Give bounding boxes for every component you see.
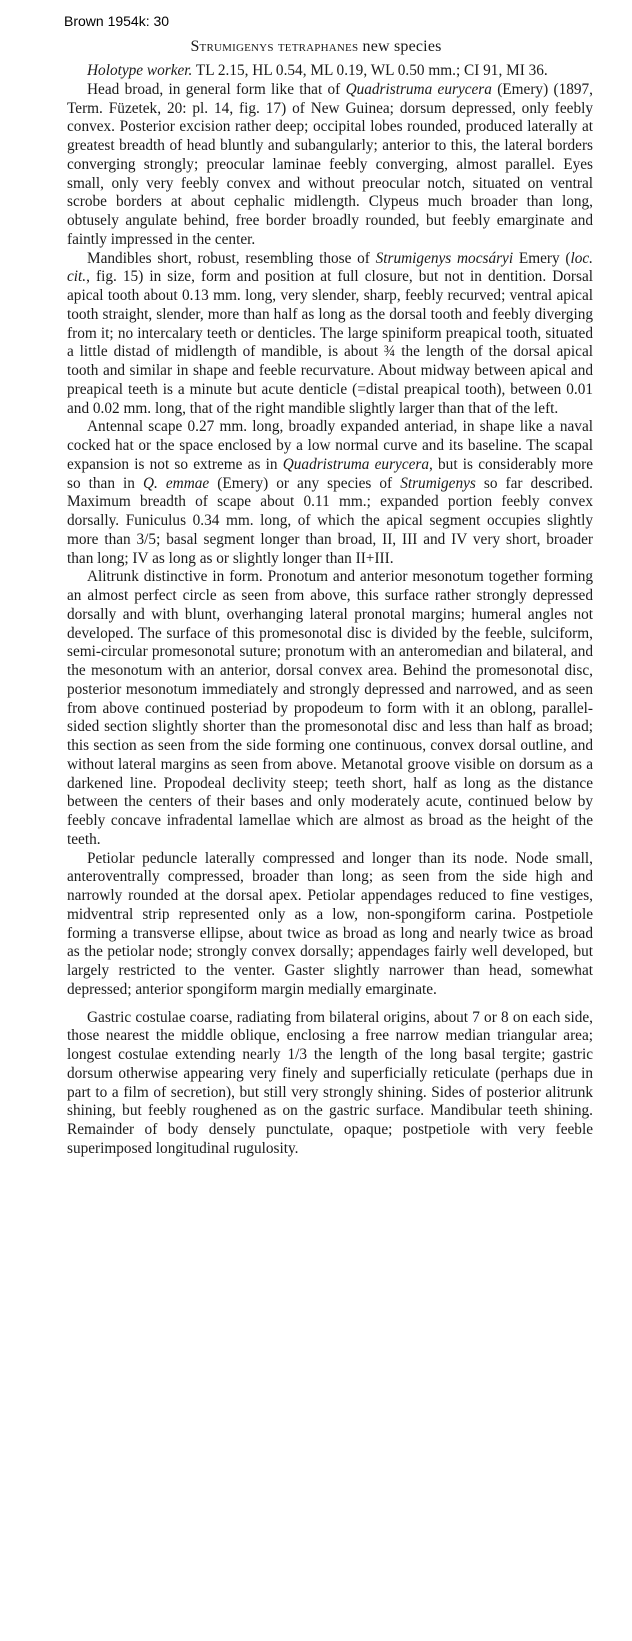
text-run: Antennal scape 0.27 mm. long, broadly expanded anteriad, in shape like a naval cocked hat or the space enclosed by a low normal curve and its baseline. The scapal expansion is not so extreme as in: [67, 418, 593, 473]
italic-term: Strumigenys: [400, 474, 476, 492]
italic-term: Quadristruma eurycera: [282, 455, 429, 473]
paragraph-petiole: [67, 850, 593, 1000]
text-run: Alitrunk distinctive in form. Pronotum and anterior mesonotum together forming an almost perfect circle as seen from above, this surface rather strongly depressed dorsally and with blunt, overhanging lateral pronotal margins; humeral angles not developed. The surface of this promesonotal disc is divided by the feeble, sulciform, semi-circular promesonotal suture; pronotum with an anteromedian and bilateral, and the mesonotum with an anterior, dorsal convex area. Behind the promesonotal disc, posterior mesonotum immediately and strongly depressed and narrowed, and as seen from above continued posteriad by propodeum to form with it an oblong, parallel-sided section slightly shorter than the promesonotal disc and less than half as broad; this section as seen from the side forming one continuous, convex dorsal outline, and without lateral margins as seen from above. Metanotal groove visible on dorsum as a darkened line. Propodeal declivity steep; teeth short, half as long as the distance between the centers of their bases and only moderately acute, continued below by feebly concave infradental lamellae which are almost as broad as the height of the teeth.: [67, 568, 593, 848]
text-run: (Emery) (1897, Term. Füzetek, 20: pl. 14, fig. 17) of New Guinea; dorsum depressed, only feebly convex. Posterior excision rather deep; occipital lobes rounded, produced laterally at greatest breadth of head bluntly and subangularly; anterior to this, the lateral borders converging strongly; preocular laminae feebly converging, almost parallel. Eyes small, only very feebly convex and without preocular notch, situated on ventral scrobe borders at about cephalic midlength. Clypeus much broader than long, obtusely angulate behind, free border broadly rounded, but feebly emarginate and faintly impressed in the center.: [67, 80, 593, 248]
text-run: Mandibles short, robust, resembling those of: [87, 249, 376, 267]
paragraph-head: [67, 81, 593, 250]
paragraph-sculpture: [67, 1009, 593, 1159]
text-run: so far described. Maximum breadth of scape about 0.11 mm.; expanded portion feebly convex dorsally. Funiculus 0.34 mm. long, of which the apical segment occupies slightly more than 3/5; basal segment longer than broad, II, III and IV very short, broader than long; IV as long as or slightly longer than II+III.: [67, 474, 593, 567]
paragraph-antenna: [67, 418, 593, 568]
species-status: new species: [362, 38, 442, 55]
text-run: Head broad, in general form like that of: [87, 80, 346, 98]
italic-term: loc. cit.: [67, 249, 593, 286]
text-run: , but is considerably more so than in: [67, 455, 593, 492]
text-run: Petiolar peduncle laterally compressed and longer than its node. Node small, anteroventrally compressed, broader than long; as seen from the side high and narrowly rounded at the dorsal apex. Petiolar appendages reduced to fine vestiges, midventral strip represented only as a low, non-spongiform carina. Postpetiole forming a transverse ellipse, about twice as broad as long and nearly twice as broad as the petiolar node; strongly convex dorsally; appendages fairly well developed, but largely restricted to the venter. Gaster slightly narrower than head, somewhat depressed; anterior spongiform margin medially emarginate.: [67, 849, 593, 998]
text-run: Emery (: [513, 249, 571, 267]
paragraph-alitrunk: [67, 568, 593, 849]
paragraph-holotype: [67, 62, 593, 81]
species-heading: [0, 38, 632, 56]
italic-term: Strumigenys mocsáryi: [375, 249, 514, 267]
italic-term: Q. emmae: [142, 474, 210, 492]
text-run: Gastric costulae coarse, radiating from bilateral origins, about 7 or 8 on each side, those nearest the middle oblique, enclosing a free narrow median triangular area; longest costulae extending nearly 1/3 the length of the long basal tergite; gastric dorsum otherwise appearing very finely and superficially reticulate (perhaps due in part to a film of secretion), but still very strongly shining. Sides of posterior alitrunk shining, but feebly roughened as on the gastric surface. Mandibular teeth shining. Remainder of body densely punctulate, opaque; postpetiole with very feeble superimposed longitudinal rugulosity.: [67, 1008, 593, 1157]
text-run: TL 2.15, HL 0.54, ML 0.19, WL 0.50 mm.; CI 91, MI 36.: [192, 62, 548, 79]
citation-label: Brown 1954k: 30: [64, 13, 170, 29]
text-run: (Emery) or any species of: [209, 474, 401, 492]
species-name: tetraphanes: [277, 38, 359, 55]
italic-term: Holotype worker.: [87, 62, 193, 79]
description-body: [67, 62, 593, 1159]
text-run: , fig. 15) in size, form and position at full closure, but not in dentition. Dorsal apical tooth about 0.13 mm. long, very slender, sharp, feebly recurved; ventral apical tooth straight, slender, more than half as long as the dorsal tooth and feebly diverging from it; no intercalary teeth or denticles. The large spiniform preapical tooth, situated a little distad of midlength of mandible, is about ¾ the length of the dorsal apical tooth and similar in shape and feeble recurvature. About midway between apical and preapical teeth is a minute but acute denticle (=distal preapical tooth), between 0.01 and 0.02 mm. long, that of the right mandible slightly larger than that of the left.: [67, 268, 593, 417]
paragraph-mandibles: [67, 250, 593, 419]
genus-name: Strumigenys: [190, 38, 274, 55]
italic-term: Quadristruma eurycera: [345, 80, 492, 98]
